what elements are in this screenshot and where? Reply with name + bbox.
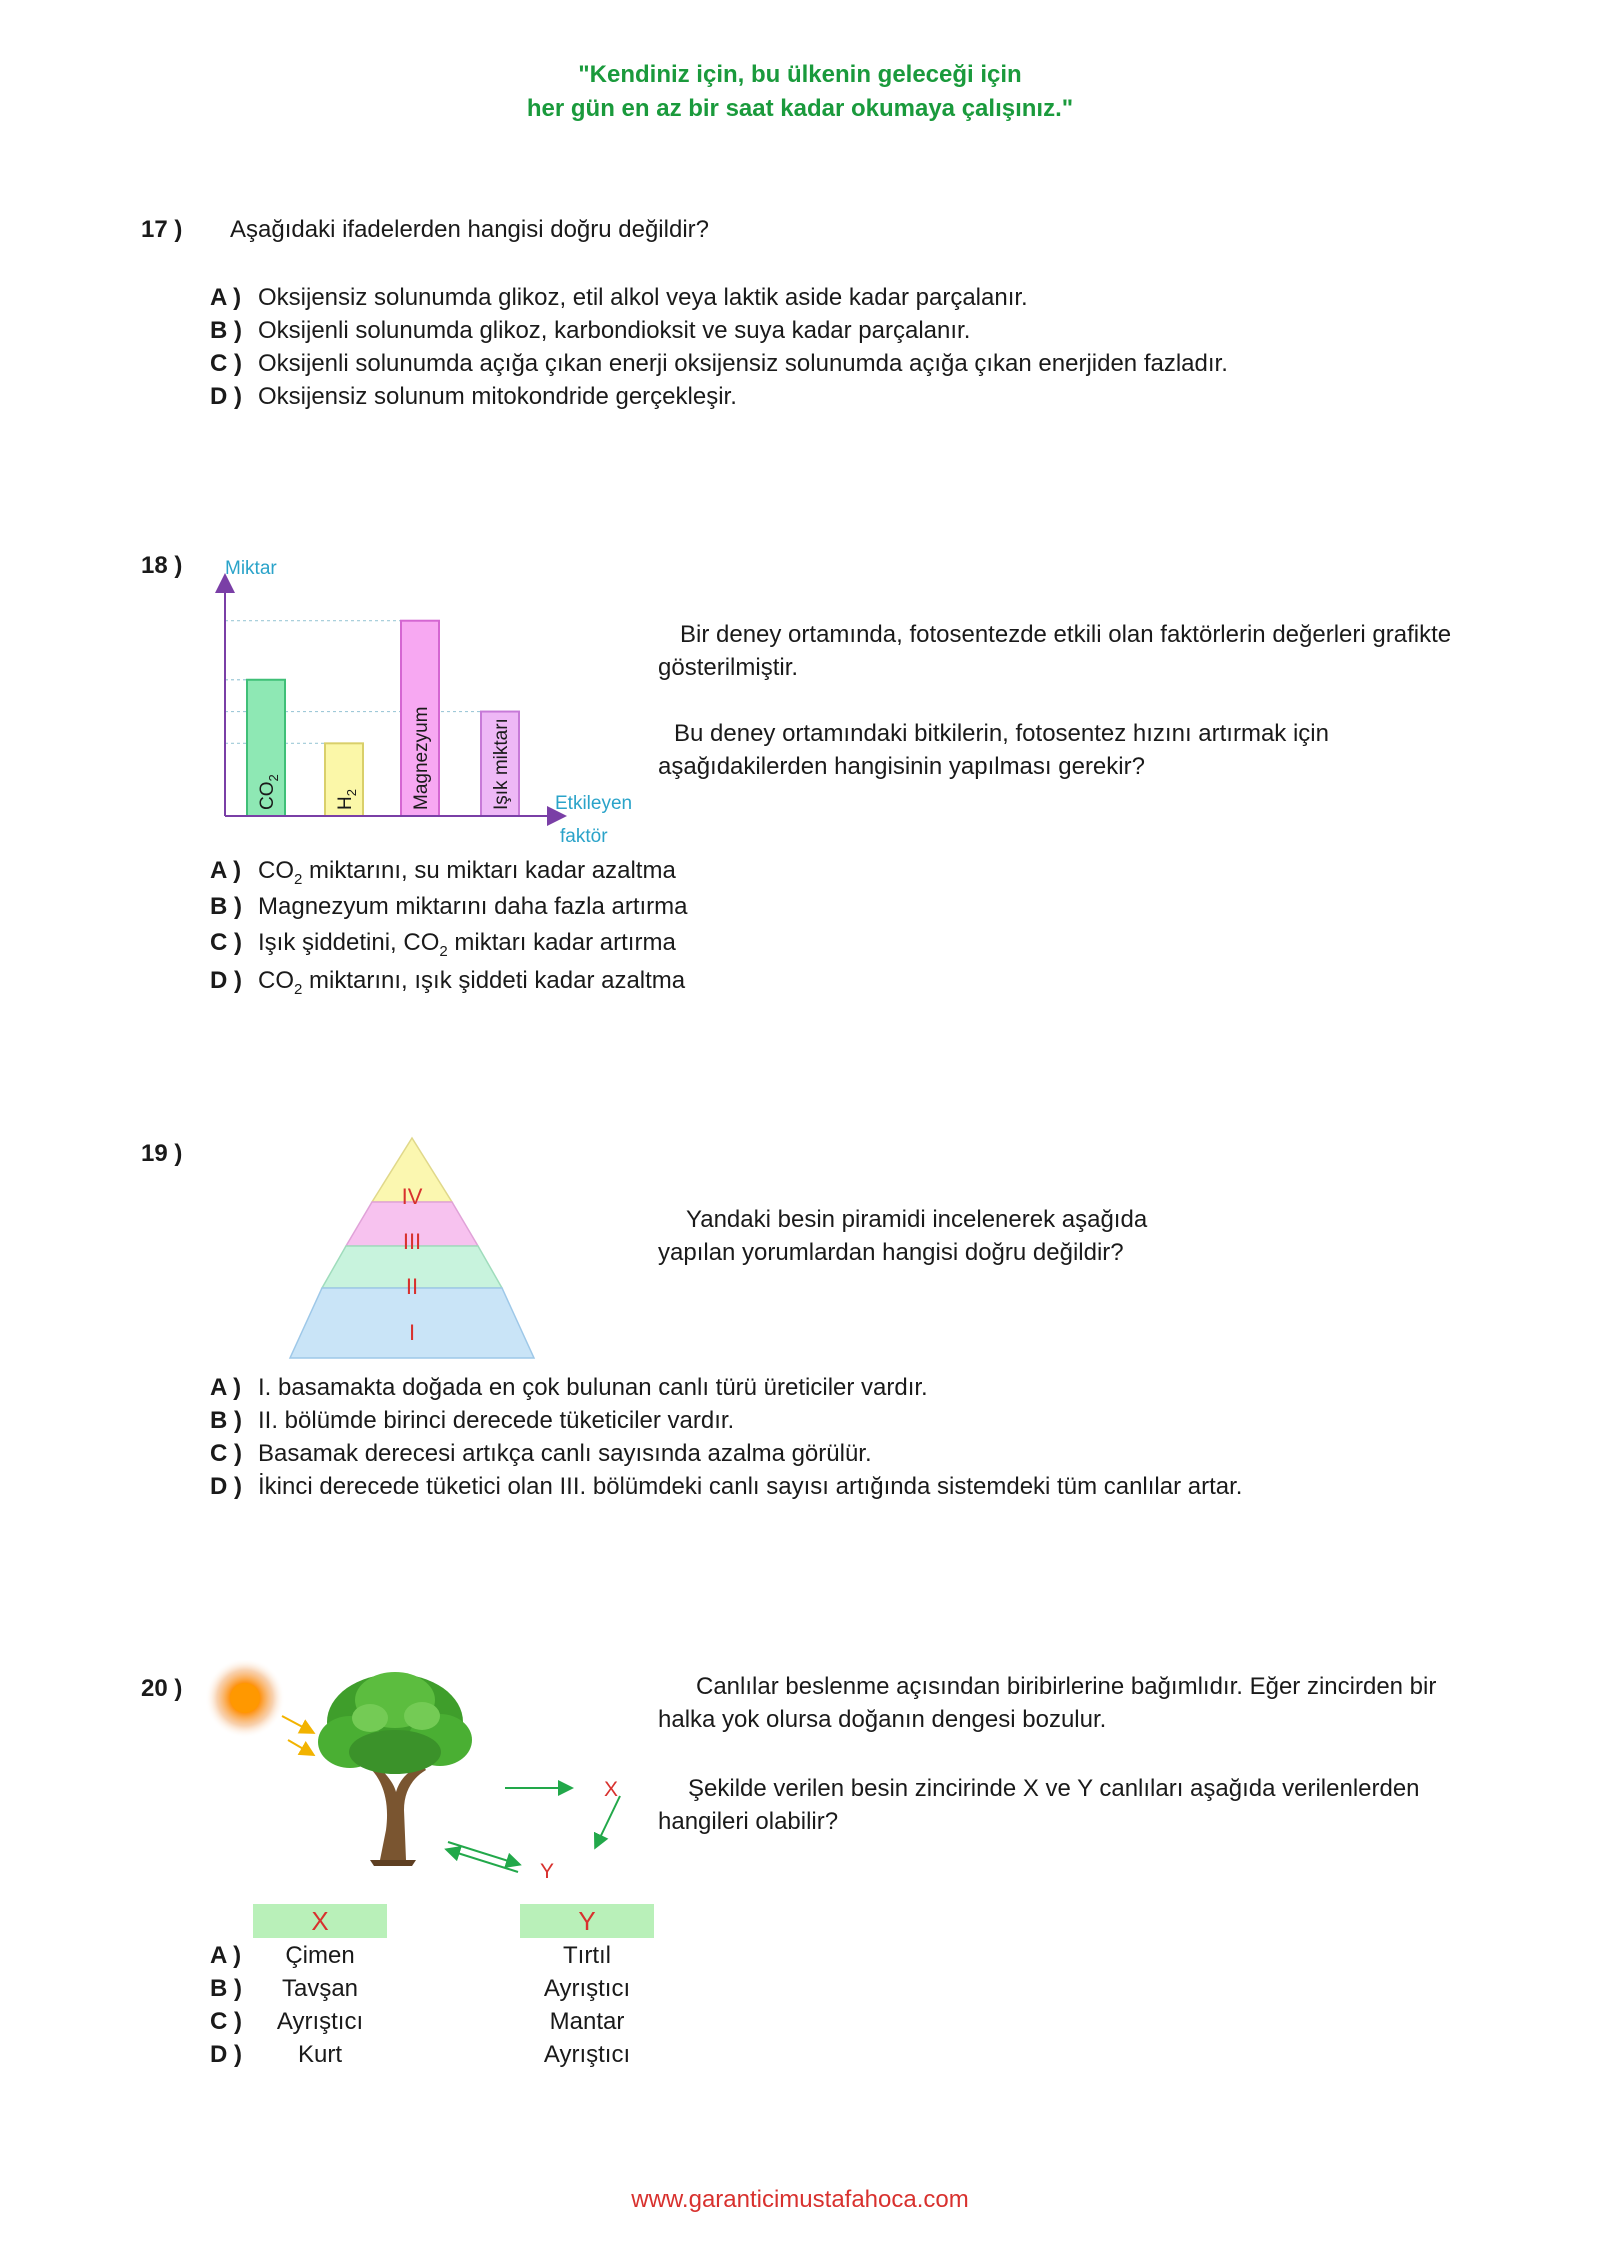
q18-option-a[interactable]: A ) $CO_2$ miktarını, su miktarı kadar azaltma <box>210 854 676 896</box>
pyramid-label-iv: IV <box>401 1184 423 1209</box>
x-axis-label-line1: Etkileyen <box>555 793 633 814</box>
option-letter: B ) <box>210 1975 242 2002</box>
sun-icon <box>205 1660 285 1738</box>
q19-option-c[interactable] <box>210 1437 872 1470</box>
table-cell-y: Tırtıl <box>563 1942 611 1969</box>
q17-option-a[interactable] <box>210 281 1028 314</box>
table-cell-y: Ayrıştıcı <box>543 1975 631 2002</box>
option-letter: A ) <box>210 1942 242 1969</box>
option-letter: A ) <box>210 1374 242 1401</box>
question-20-number: 20 ) <box>141 1675 183 1702</box>
motto-line-1: "Kendiniz için, bu ülkenin geleceği için <box>578 61 1022 88</box>
option-letter: C ) <box>210 2008 242 2035</box>
option-text: I. basamakta doğada en çok bulunan canlı türü üreticiler vardır. <box>258 1374 928 1401</box>
option-text: Basamak derecesi artıkça canlı sayısında azalma görülür. <box>258 1440 872 1467</box>
table-cell-y: Ayrıştıcı <box>543 2041 631 2068</box>
option-letter: A ) <box>210 284 242 311</box>
footer-website[interactable]: www.garanticimustafahoca.com <box>631 2186 969 2213</box>
bar-label: Magnezyum <box>411 706 432 810</box>
factor-bar-chart <box>195 548 665 850</box>
q20-paragraph-1: Canlılar beslenme açısından biribirlerine bağımlıdır. Eğer zincirden bir halka yok olursa doğanın dengesi bozulur. <box>658 1673 1437 1733</box>
q19-option-b[interactable] <box>210 1404 734 1437</box>
option-letter: C ) <box>210 929 242 956</box>
option-text: Oksijenli solunumda açığa çıkan enerji oksijensiz solunumda açığa çıkan enerjiden fazladır. <box>258 350 1228 377</box>
option-letter: D ) <box>210 967 242 994</box>
bar-label: Işık miktarı <box>491 718 512 810</box>
option-text: Oksijensiz solunumda glikoz, etil alkol veya laktik aside kadar parçalanır. <box>258 284 1028 311</box>
q17-option-c[interactable] <box>210 347 1228 380</box>
option-letter: C ) <box>210 1440 242 1467</box>
table-cell-x: Ayrıştıcı <box>276 2008 364 2035</box>
option-text: Oksijenli solunumda glikoz, karbondioksit ve suya kadar parçalanır. <box>258 317 971 344</box>
q19-option-a[interactable] <box>210 1371 928 1404</box>
q18-option-d[interactable]: D ) $CO_2$ miktarını, ışık şiddeti kadar azaltma <box>210 964 685 1006</box>
option-text: Oksijensiz solunum mitokondride gerçekleşir. <box>258 383 737 410</box>
motto-line-2: her gün en az bir saat kadar okumaya çalışınız." <box>526 95 1074 122</box>
food-chain-diagram <box>200 1660 640 1892</box>
question-18-number: 18 ) <box>141 552 183 579</box>
food-pyramid <box>288 1136 536 1362</box>
option-letter: D ) <box>210 1473 242 1500</box>
option-letter: D ) <box>210 383 242 410</box>
option-letter: A ) <box>210 857 242 884</box>
pyramid-label-ii: II <box>405 1274 419 1299</box>
option-letter: B ) <box>210 1407 242 1434</box>
q18-option-b[interactable]: B ) Magnezyum miktarını daha fazla artırma <box>210 890 688 932</box>
option-text: II. bölümde birinci derecede tüketiciler vardır. <box>258 1407 735 1434</box>
table-header-y: Y <box>520 1904 654 1938</box>
pyramid-label-iii: III <box>402 1229 422 1254</box>
q19-paragraph: Yandaki besin piramidi incelenerek aşağıda yapılan yorumlardan hangisi doğru değildir? <box>658 1206 1148 1266</box>
q17-option-b[interactable] <box>210 314 970 347</box>
option-letter: C ) <box>210 350 242 377</box>
table-cell-x: Kurt <box>297 2041 342 2068</box>
question-17-number: 17 ) <box>141 216 183 243</box>
q18-paragraph-1: Bir deney ortamında, fotosentezde etkili olan faktörlerin değerleri grafikte gösterilmiştir. <box>658 621 1452 681</box>
table-header-x: X <box>253 1904 387 1938</box>
pyramid-label-i: I <box>408 1320 416 1345</box>
q17-option-d[interactable] <box>210 380 737 413</box>
q19-option-d[interactable] <box>210 1470 1242 1503</box>
q18-paragraph-2: Bu deney ortamındaki bitkilerin, fotosentez hızını artırmak için aşağıdakilerden hangisinin yapılması gerekir? <box>658 720 1329 780</box>
option-text: İkinci derecede tüketici olan III. bölümdeki canlı sayısı artığında sistemdeki tüm canlılar artar. <box>258 1473 1243 1500</box>
diagram-label-x: X <box>604 1778 619 1801</box>
q20-paragraph-2: Şekilde verilen besin zincirinde X ve Y canlıları aşağıda verilenlerden hangileri olabilir? <box>658 1775 1420 1835</box>
q18-option-c[interactable]: C ) Işık şiddetini, $CO_2$ miktarı kadar artırma <box>210 926 676 968</box>
table-cell-x: Çimen <box>285 1942 355 1969</box>
y-axis-label: Miktar <box>225 558 277 579</box>
option-letter: D ) <box>210 2041 242 2068</box>
option-letter: B ) <box>210 893 242 920</box>
question-17-text: Aşağıdaki ifadelerden hangisi doğru değildir? <box>230 216 709 243</box>
diagram-label-y: Y <box>540 1860 555 1883</box>
x-axis-label-line2: faktör <box>560 826 608 847</box>
table-cell-x: Tavşan <box>281 1975 359 2002</box>
question-19-number: 19 ) <box>141 1140 183 1167</box>
option-letter: B ) <box>210 317 242 344</box>
table-cell-y: Mantar <box>549 2008 625 2035</box>
tree-icon <box>318 1672 472 1866</box>
bar-label: $H_2$ <box>335 789 359 810</box>
bar-label: $CO_2$ <box>257 774 281 810</box>
